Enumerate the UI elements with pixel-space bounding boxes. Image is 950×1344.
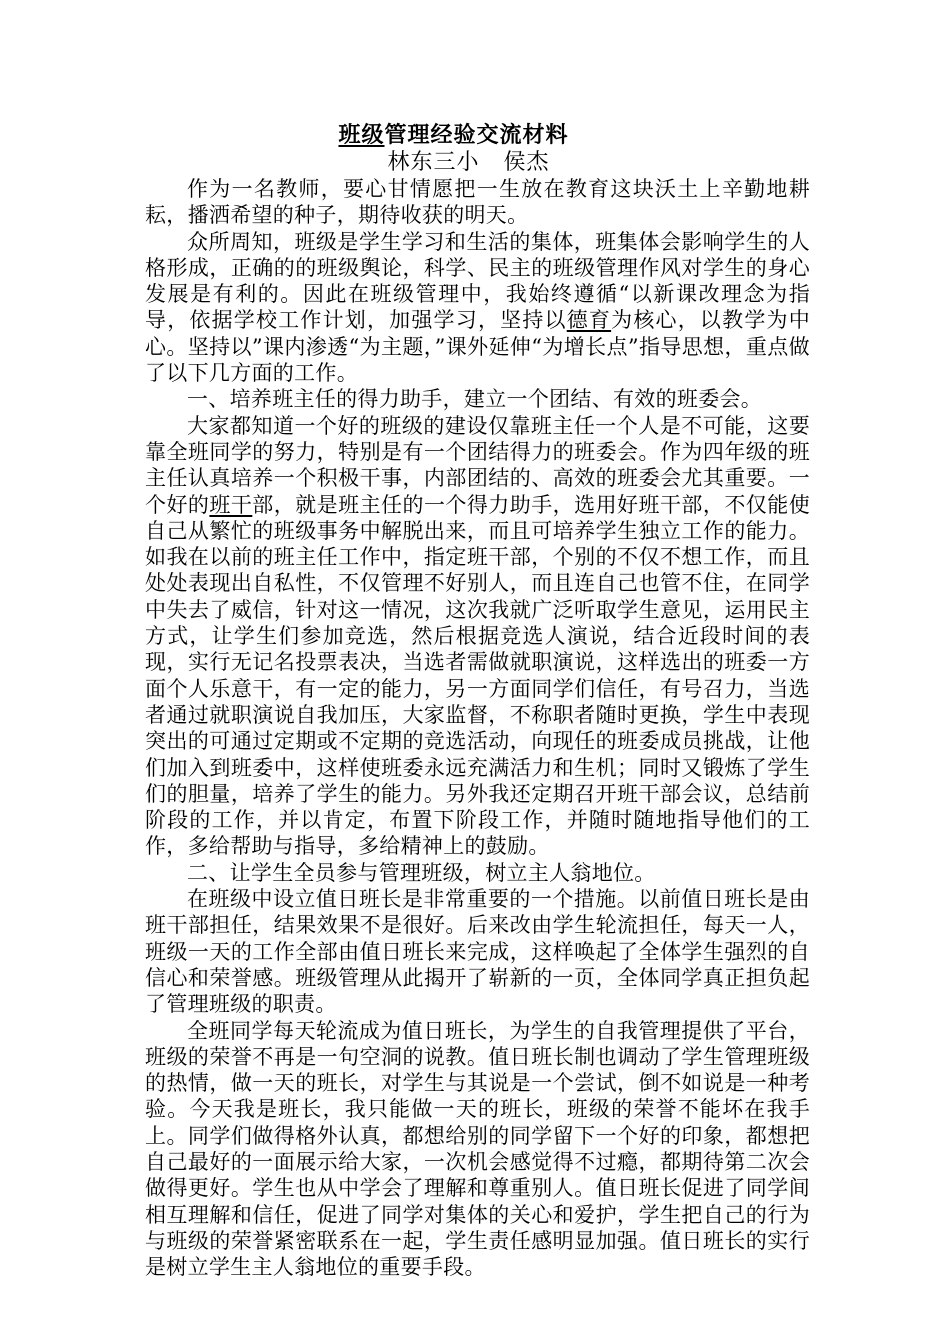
paragraph-text: 部，就是班主任的一个得力助手，选用好班干部，不仅能使自己从繁忙的班级事务中解脱出来，而且可培养学生独立工作的能力。如我在以前的班主任工作中，指定班干部，个别的不仅不想工作，而且处处表现出自私性，不仅管理不好别人，而且连自己也管不住，在同学中失去了威信，针对这一情况，这次我就广泛听取学生意见，运用民主方式，让学生们参加竞选，然后根据竞选人演说，结合近段时间的表现，实行无记名投票表决，当选者需做就职演说，这样选出的班委一方面个人乐意干，有一定的能力，另一方面同学们信任，有号召力，当选者通过就职演说自我加压，大家监督，不称职者随时更换，学生中表现突出的可通过定期或不定期的竞选活动，向现任的班委成员挑战，让他们加入到班委中，这样使班委永远充满活力和生机；同时又锻炼了学生们的胆量，培养了学生的能力。另外我还定期召开班干部会议，总结前阶段的工作，并以肯定，布置下阶段工作，并随时随地指导他们的工作，多给帮助与指导，多给精神上的鼓励。	[145, 492, 810, 859]
paragraph-text: 众所周知，班级是学生学习和生活的集体，班集体会影响学生的人格形成，正确的的班级舆论，科学、民主的班级管理作风对学生的身心发展是有利的。因此在班级管理中，我始终遵循“以新课改理念为指导，依据学校工作计划，加强学习，坚持以	[145, 229, 810, 333]
paragraph-1	[145, 176, 810, 229]
paragraph-text: 全班同学每天轮流成为值日班长，为学生的自我管理提供了平台，班级的荣誉不再是一句空洞的说教。值日班长制也调动了学生管理班级的热情，做一天的班长，对学生与其说是一个尝试，倒不如说是一种考验。今天我是班长，我只能做一天的班长，班级的荣誉不能坏在我手上。同学们做得格外认真，都想给别的同学留下一个好的印象，都想把自己最好的一面展示给大家，一次机会感觉得不过瘾，都期待第二次会做得更好。学生也从中学会了理解和尊重别人。值日班长促进了同学间相互理解和信任，促进了同学对集体的关心和爱护，学生把自己的行为与班级的荣誉紧密联系在一起，学生责任感明显加强。值日班长的实行是树立学生主人翁地位的重要手段。	[145, 1018, 810, 1280]
title-text: 管理经验交流材料	[384, 122, 569, 148]
author-line: 林东三小 侯杰	[387, 150, 550, 175]
paragraph-text: 为核心，以教学为中心。坚持以”课内渗透“为主题，”课外延伸“为增长点”指导思想，重点做了以下几方面的工作。	[145, 308, 811, 386]
paragraph-text: 作为一名教师，要心甘情愿把一生放在教育这块沃土上辛勤地耕耘，播洒希望的种子，期待收获的明天。	[145, 177, 810, 228]
underlined-term: 班干	[209, 492, 253, 517]
heading-text: 二、让学生全员参与管理班级，树立主人翁地位。	[187, 860, 656, 885]
paragraph-3	[145, 413, 810, 860]
document-title	[145, 122, 810, 149]
paragraph-text: 在班级中设立值日班长是非常重要的一个措施。以前值日班长是由班干部担任，结果效果不是很好。后来改由学生轮流担任，每天一人，班级一天的工作全部由值日班长来完成，这样唤起了全体学生强烈的自信心和荣誉感。班级管理从此揭开了崭新的一页，全体同学真正担负起了管理班级的职责。	[145, 887, 810, 1017]
paragraph-text: 大家都知道一个好的班级的建设仅靠班主任一个人是不可能，这要靠全班同学的努力，特别是有一个团结得力的班委会。作为四年级的班主任认真培养一个积极干事，内部团结的、高效的班委会尤其重要。一个好的	[145, 413, 810, 517]
underlined-term: 德育	[566, 308, 612, 333]
document-content	[145, 122, 810, 1280]
paragraph-5	[145, 1018, 810, 1281]
heading-text: 一、培养班主任的得力助手，建立一个团结、有效的班委会。	[187, 387, 763, 412]
paragraph-4	[145, 886, 810, 1017]
section-heading-1	[145, 386, 810, 412]
section-heading-2	[145, 860, 810, 886]
paragraph-2	[145, 229, 810, 387]
title-underlined-word: 班级	[338, 122, 385, 148]
